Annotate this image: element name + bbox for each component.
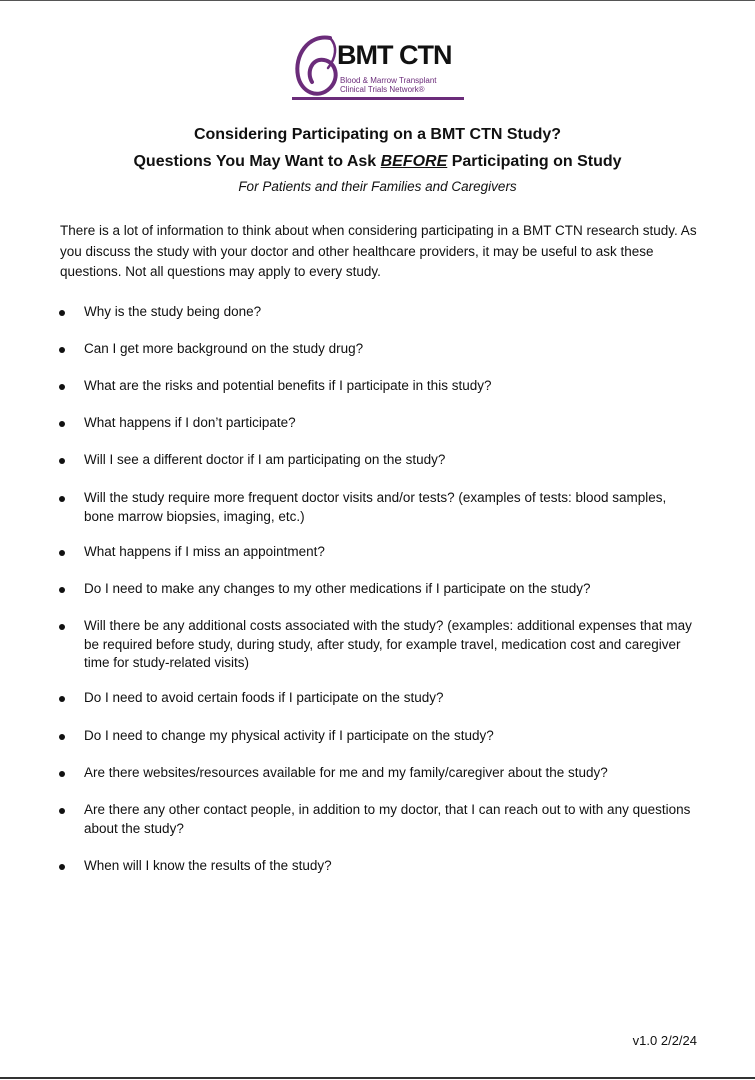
intro-paragraph: There is a lot of information to think about when considering participating in a BMT CTN research study. As you discuss the study with your doctor and other healthcare providers, it may be useful to ask these questions. Not all questions may apply to every study. <box>60 223 697 279</box>
question-text: What happens if I miss an appointment? <box>84 544 325 559</box>
bullet-icon <box>59 347 65 353</box>
bullet-icon <box>59 864 65 870</box>
bullet-icon <box>59 310 65 316</box>
page-bottom-border <box>0 1077 755 1079</box>
bullet-icon <box>59 550 65 556</box>
page-top-border <box>0 0 755 1</box>
logo-title: BMT CTN <box>337 40 452 70</box>
question-text: Will the study require more frequent doctor visits and/or tests? (examples of tests: blood samples, bone marrow biopsies, imaging, etc.) <box>84 490 667 524</box>
bullet-icon <box>59 496 65 502</box>
bullet-icon <box>59 587 65 593</box>
audience-line: For Patients and their Families and Caregivers <box>238 179 517 194</box>
page-title: Considering Participating on a BMT CTN Study? <box>193 126 562 143</box>
question-text: Do I need to make any changes to my other medications if I participate on the study? <box>84 581 591 596</box>
bullet-icon <box>59 458 65 464</box>
bullet-icon <box>59 624 65 630</box>
bmt-ctn-logo <box>290 32 470 104</box>
question-text: What happens if I don’t participate? <box>84 415 296 430</box>
bullet-icon <box>59 808 65 814</box>
question-text: Why is the study being done? <box>84 304 262 319</box>
bullet-icon <box>59 421 65 427</box>
question-text: When will I know the results of the study? <box>84 858 332 873</box>
bullet-icon <box>59 734 65 740</box>
version-label: v1.0 2/2/24 <box>632 1033 697 1048</box>
bullet-icon <box>59 771 65 777</box>
page-subtitle <box>0 152 755 172</box>
subtitle-part-after: Participating on Study <box>447 153 622 170</box>
logo-subtitle-line2: Clinical Trials Network® <box>340 85 425 94</box>
bullet-icon <box>59 696 65 702</box>
question-text: What are the risks and potential benefits if I participate in this study? <box>84 378 492 393</box>
bullet-icon <box>59 384 65 390</box>
question-text: Will there be any additional costs associated with the study? (examples: additional expenses that may be required before study, during study, after study, for example travel, medication cost and caregiver time for study-related visits) <box>84 618 692 670</box>
question-text: Are there websites/resources available for me and my family/caregiver about the study? <box>84 765 608 780</box>
logo-subtitle-line1: Blood & Marrow Transplant <box>340 76 437 85</box>
subtitle-part-before: Questions You May Want to Ask <box>133 153 381 170</box>
question-text: Do I need to avoid certain foods if I participate on the study? <box>84 690 444 705</box>
question-text: Are there any other contact people, in addition to my doctor, that I can reach out to with any questions about the study? <box>84 802 691 836</box>
question-text: Do I need to change my physical activity if I participate on the study? <box>84 728 494 743</box>
logo-underline <box>292 97 464 100</box>
subtitle-emphasis: BEFORE <box>380 153 448 170</box>
question-text: Can I get more background on the study drug? <box>84 341 364 356</box>
question-text: Will I see a different doctor if I am participating on the study? <box>84 452 446 467</box>
